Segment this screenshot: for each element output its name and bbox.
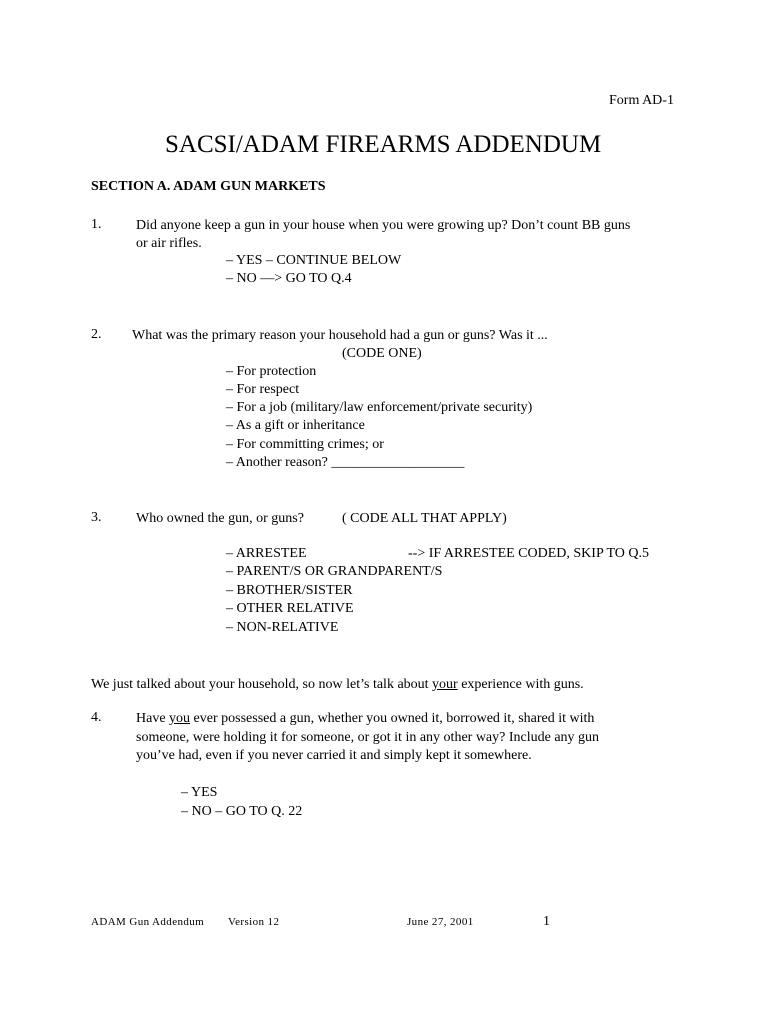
answer-option: – As a gift or inheritance	[226, 418, 365, 433]
footer-date: June 27, 2001	[407, 916, 474, 928]
question-text-line: Did anyone keep a gun in your house when you were growing up? Don’t count BB guns	[136, 218, 631, 233]
answer-option-no: – NO – GO TO Q. 22	[181, 804, 303, 819]
answer-option-other: – Another reason? ___________________	[226, 455, 465, 470]
question-number: 4.	[91, 710, 102, 725]
answer-option: – OTHER RELATIVE	[226, 601, 354, 616]
answer-option-yes: – YES	[181, 785, 218, 800]
transition-emphasis: your	[432, 677, 458, 692]
question-text-line: or air rifles.	[136, 236, 202, 251]
page-title: SACSI/ADAM FIREARMS ADDENDUM	[165, 131, 602, 158]
answer-option: – For committing crimes; or	[226, 437, 384, 452]
question-text: Have	[136, 711, 170, 726]
transition-text: We just talked about your household, so now let’s talk about	[91, 677, 433, 692]
answer-option-yes: – YES – CONTINUE BELOW	[226, 253, 402, 268]
question-text: Who owned the gun, or guns?	[136, 511, 304, 526]
section-heading: SECTION A. ADAM GUN MARKETS	[91, 179, 326, 194]
answer-option: – For respect	[226, 382, 300, 397]
coding-instruction: ( CODE ALL THAT APPLY)	[342, 511, 507, 526]
answer-option: – NON-RELATIVE	[226, 620, 339, 635]
question-text: What was the primary reason your household had a gun or guns? Was it ...	[132, 328, 548, 343]
page-number: 1	[543, 914, 550, 929]
question-number: 1.	[91, 217, 102, 232]
transition-text: experience with guns.	[457, 677, 584, 692]
skip-instruction: --> IF ARRESTEE CODED, SKIP TO Q.5	[408, 546, 649, 561]
answer-option: – For a job (military/law enforcement/private security)	[226, 400, 533, 415]
question-number: 3.	[91, 510, 102, 525]
answer-option: – For protection	[226, 364, 317, 379]
footer-doc-name: ADAM Gun Addendum	[91, 916, 205, 928]
coding-instruction: (CODE ONE)	[342, 346, 422, 361]
answer-option: – BROTHER/SISTER	[226, 583, 353, 598]
question-emphasis: you	[169, 711, 191, 726]
answer-option: – ARRESTEE	[226, 546, 307, 561]
question-text-line: you’ve had, even if you never carried it and simply kept it somewhere.	[136, 748, 532, 763]
question-text: ever possessed a gun, whether you owned it, borrowed it, shared it with	[190, 711, 595, 726]
answer-option-no: – NO —> GO TO Q.4	[226, 271, 352, 286]
form-id: Form AD-1	[609, 93, 674, 108]
footer-version: Version 12	[228, 916, 280, 928]
answer-option: – PARENT/S OR GRANDPARENT/S	[226, 564, 443, 579]
question-text-line: someone, were holding it for someone, or got it in any other way? Include any gun	[136, 730, 600, 745]
transition-statement	[91, 676, 584, 694]
question-number: 2.	[91, 327, 102, 342]
question-text-line	[136, 710, 594, 728]
